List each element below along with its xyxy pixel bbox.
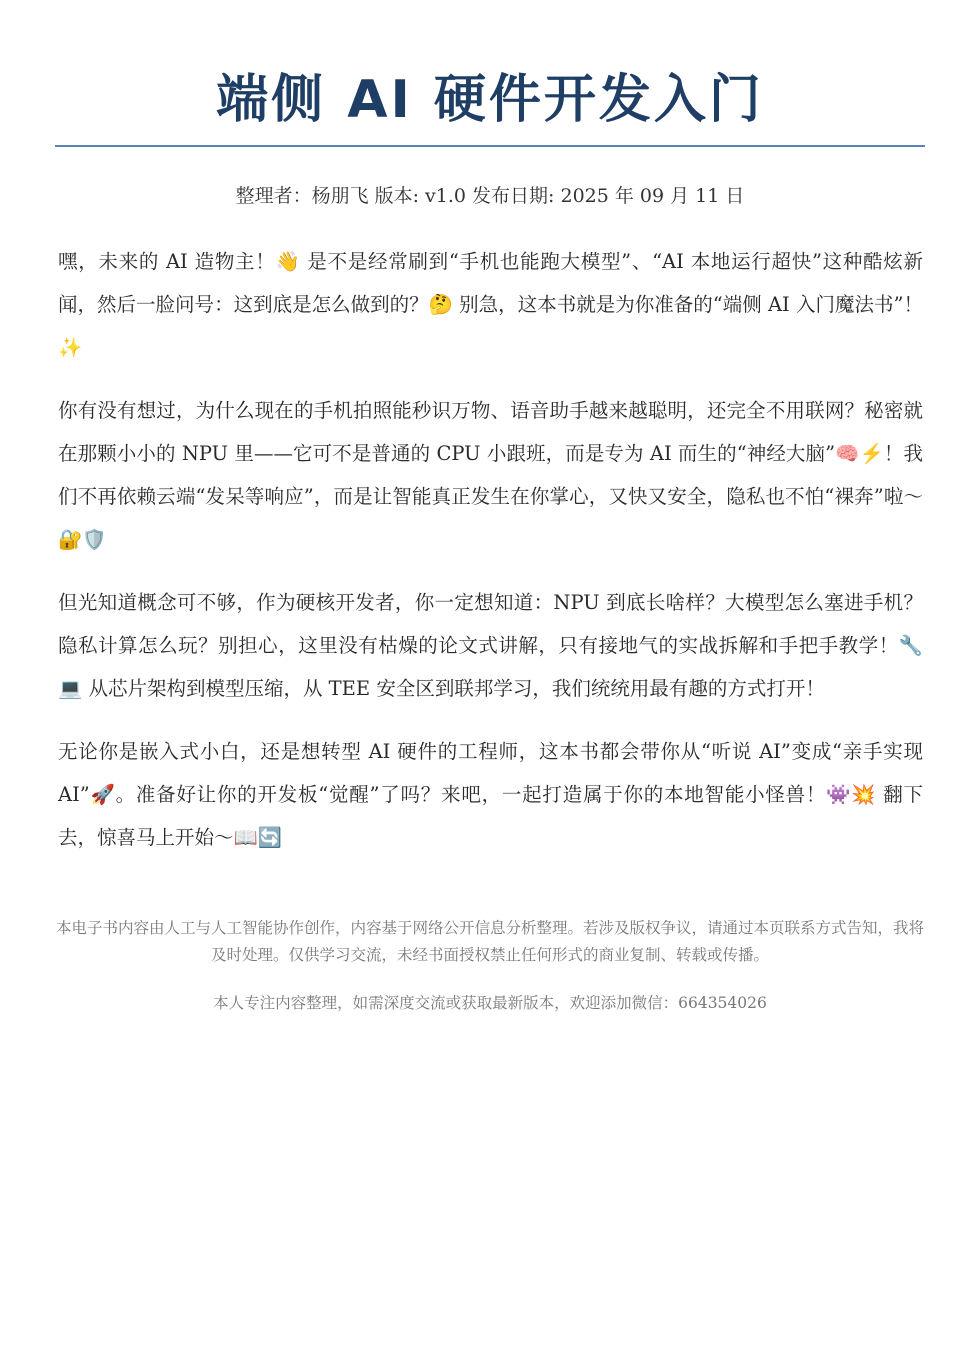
document-meta: 整理者：杨朋飞 版本: v1.0 发布日期: 2025 年 09 月 11 日 (235, 185, 745, 207)
intro-body (58, 240, 923, 879)
intro-paragraph-4: 无论你是嵌入式小白，还是想转型 AI 硬件的工程师，这本书都会带你从“听说 AI”变成“亲手实现 AI”🚀。准备好让你的开发板“觉醒”了吗？来吧，一起打造属于你的本地智能小怪兽！👾💥 翻下去，惊喜马上开始～📖🔄 (58, 740, 923, 849)
intro-paragraph-3: 但光知道概念可不够，作为硬核开发者，你一定想知道：NPU 到底长啥样？大模型怎么塞进手机？隐私计算怎么玩？别担心，这里没有枯燥的论文式讲解，只有接地气的实战拆解和手把手教学！🔧💻 从芯片架构到模型压缩，从 TEE 安全区到联邦学习，我们统统用最有趣的方式打开！ (58, 591, 923, 700)
title-divider (55, 145, 925, 147)
document-title: 端侧 AI 硬件开发入门 (216, 70, 764, 130)
copyright-disclaimer: 本电子书内容由人工与人工智能协作创作，内容基于网络公开信息分析整理。若涉及版权争议，请通过本页联系方式告知，我将及时处理。仅供学习交流，未经书面授权禁止任何形式的商业复制、转载或传播。 (55, 919, 924, 964)
intro-paragraph-1: 嘿，未来的 AI 造物主！👋 是不是经常刷到“手机也能跑大模型”、“AI 本地运行超快”这种酷炫新闻，然后一脸问号：这到底是怎么做到的？🤔 别急，这本书就是为你准备的“端侧 AI 入门魔法书”！✨ (58, 250, 923, 359)
contact-note: 本人专注内容整理，如需深度交流或获取最新版本，欢迎添加微信：664354026 (213, 994, 767, 1012)
intro-paragraph-2: 你有没有想过，为什么现在的手机拍照能秒识万物、语音助手越来越聪明，还完全不用联网？秘密就在那颗小小的 NPU 里——它可不是普通的 CPU 小跟班，而是专为 AI 而生的“神经大脑”🧠⚡！我们不再依赖云端“发呆等响应”，而是让智能真正发生在你掌心，又快又安全，隐私也不怕“裸奔”啦～🔐🛡️ (58, 399, 923, 551)
